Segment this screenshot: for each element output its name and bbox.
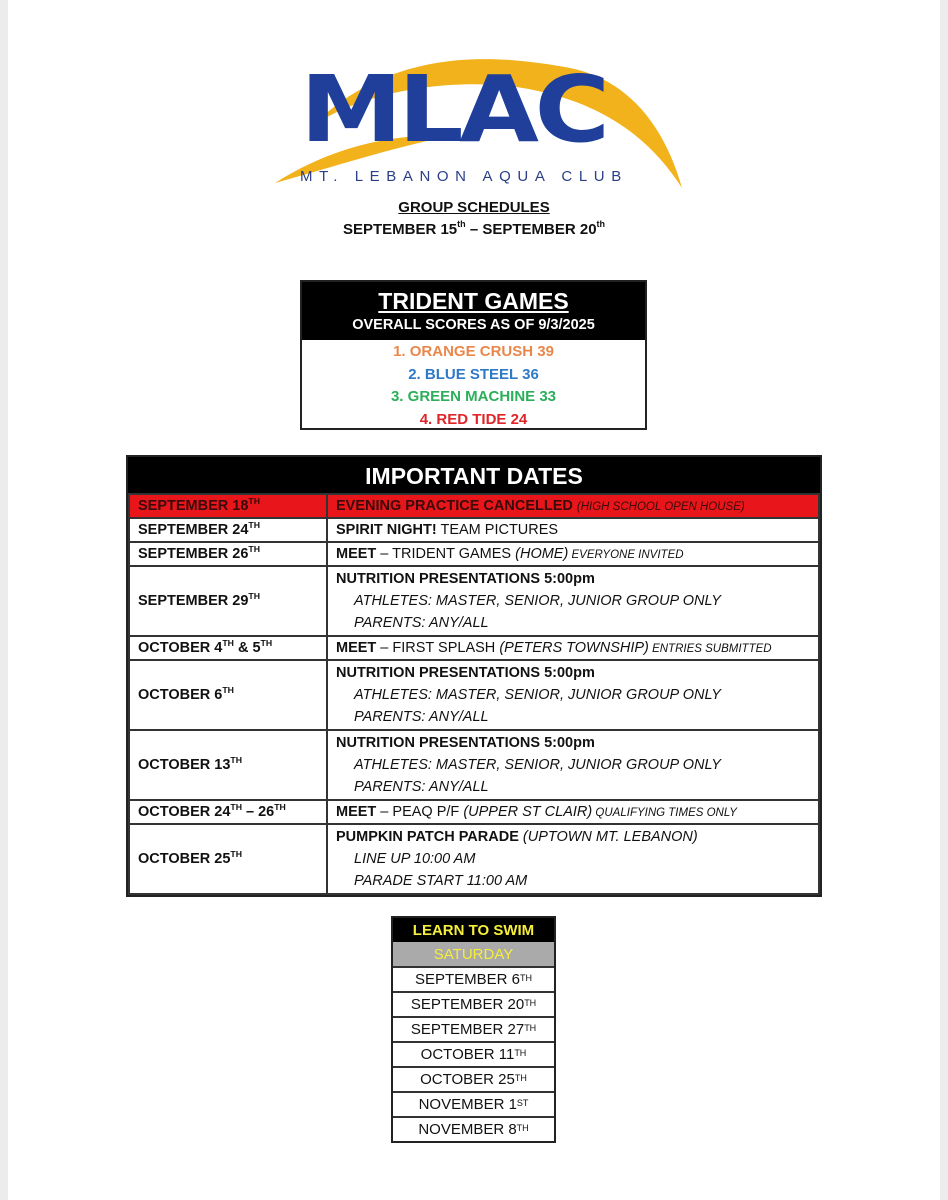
- date-cell: OCTOBER 25TH: [129, 824, 327, 894]
- table-row: [129, 660, 819, 730]
- list-item: SEPTEMBER 6TH: [393, 966, 554, 991]
- list-item: NOVEMBER 1ST: [393, 1091, 554, 1116]
- table-row: [129, 494, 819, 518]
- event-cell: SPIRIT NIGHT! TEAM PICTURES: [327, 518, 819, 542]
- event-cell: NUTRITION PRESENTATIONS 5:00pm ATHLETES: MASTER, SENIOR, JUNIOR GROUP ONLY PARENTS: ANY/ALL: [327, 566, 819, 636]
- table-row: [129, 518, 819, 542]
- table-row: [129, 824, 819, 894]
- standing-item: 1. ORANGE CRUSH 39: [393, 343, 554, 360]
- standings-list: [302, 340, 645, 431]
- date-cell: OCTOBER 4TH & 5TH: [129, 636, 327, 660]
- learn-to-swim-title: LEARN TO SWIM: [393, 918, 554, 942]
- table-row: [129, 730, 819, 800]
- list-item: NOVEMBER 8TH: [393, 1116, 554, 1141]
- table-row: [129, 542, 819, 566]
- date-cell: OCTOBER 6TH: [129, 660, 327, 730]
- list-item: SEPTEMBER 20TH: [393, 991, 554, 1016]
- logo-subtitle: MT. LEBANON AQUA CLUB: [300, 168, 628, 185]
- page-title: GROUP SCHEDULES: [398, 199, 550, 216]
- important-dates-title: IMPORTANT DATES: [128, 457, 820, 493]
- trident-header: [302, 282, 645, 340]
- date-cell: SEPTEMBER 29TH: [129, 566, 327, 636]
- trident-subtitle: OVERALL SCORES AS OF 9/3/2025: [352, 317, 595, 333]
- event-cell: MEET – FIRST SPLASH (PETERS TOWNSHIP) ENTRIES SUBMITTED: [327, 636, 819, 660]
- table-row: [129, 800, 819, 824]
- date-cell: SEPTEMBER 18TH: [129, 494, 327, 518]
- standing-item: 4. RED TIDE 24: [419, 410, 528, 428]
- date-cell: SEPTEMBER 26TH: [129, 542, 327, 566]
- event-cell: EVENING PRACTICE CANCELLED (HIGH SCHOOL OPEN HOUSE): [327, 494, 819, 518]
- date-cell: OCTOBER 13TH: [129, 730, 327, 800]
- table-row: [129, 636, 819, 660]
- event-cell: NUTRITION PRESENTATIONS 5:00pm ATHLETES: MASTER, SENIOR, JUNIOR GROUP ONLY PARENTS: ANY/ALL: [327, 660, 819, 730]
- learn-to-swim-table: [391, 916, 556, 1143]
- date-cell: OCTOBER 24TH – 26TH: [129, 800, 327, 824]
- date-range: SEPTEMBER 15th – SEPTEMBER 20th: [342, 219, 606, 238]
- event-cell: MEET – PEAQ P/F (UPPER ST CLAIR) QUALIFYING TIMES ONLY: [327, 800, 819, 824]
- important-dates-table: [126, 455, 822, 897]
- standing-item: 3. GREEN MACHINE 33: [390, 388, 557, 405]
- event-cell: NUTRITION PRESENTATIONS 5:00pm ATHLETES: MASTER, SENIOR, JUNIOR GROUP ONLY PARENTS: ANY/ALL: [327, 730, 819, 800]
- list-item: SEPTEMBER 27TH: [393, 1016, 554, 1041]
- date-cell: SEPTEMBER 24TH: [129, 518, 327, 542]
- flyer-page: [8, 0, 940, 1200]
- standing-item: 2. BLUE STEEL 36: [408, 365, 539, 383]
- event-cell: PUMPKIN PATCH PARADE (UPTOWN MT. LEBANON) LINE UP 10:00 AM PARADE START 11:00 AM: [327, 824, 819, 894]
- learn-to-swim-day: SATURDAY: [393, 942, 554, 966]
- logo-wordmark: MLAC: [300, 56, 606, 163]
- table-row: [129, 566, 819, 636]
- list-item: OCTOBER 25TH: [393, 1066, 554, 1091]
- trident-games-box: [300, 280, 647, 430]
- mlac-logo: [270, 58, 690, 198]
- list-item: OCTOBER 11TH: [393, 1041, 554, 1066]
- event-cell: MEET – TRIDENT GAMES (HOME) EVERYONE INVITED: [327, 542, 819, 566]
- trident-title: TRIDENT GAMES: [378, 288, 569, 314]
